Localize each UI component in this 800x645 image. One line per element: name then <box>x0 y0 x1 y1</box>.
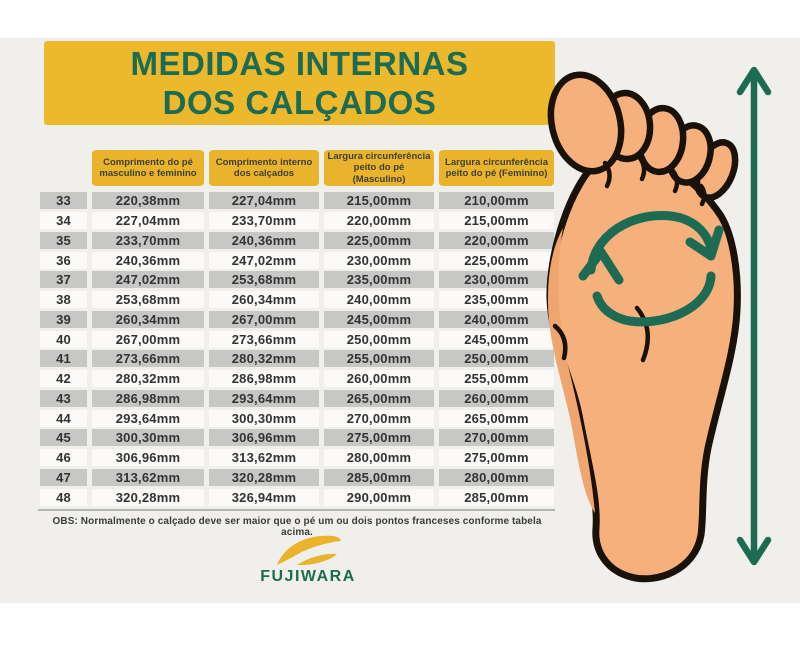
value-cell: 230,00mm <box>439 271 554 288</box>
value-cell: 210,00mm <box>439 192 554 209</box>
table-header-size-spacer <box>40 150 87 186</box>
value-cell: 260,34mm <box>92 311 204 328</box>
value-cell: 225,00mm <box>324 232 434 249</box>
page-title-line2: DOS CALÇADOS <box>162 84 437 121</box>
value-cell: 270,00mm <box>439 429 554 446</box>
infographic-card <box>0 38 800 603</box>
value-cell: 215,00mm <box>439 212 554 229</box>
table-header-width-female: Largura circunferência peito do pé (Feminino) <box>439 150 554 186</box>
page-title-line1: MEDIDAS INTERNAS <box>130 45 469 82</box>
value-cell: 286,98mm <box>209 370 319 387</box>
foot-illustration <box>535 58 747 593</box>
value-cell: 227,04mm <box>92 212 204 229</box>
value-cell: 250,00mm <box>439 350 554 367</box>
table-row <box>40 250 554 270</box>
value-cell: 220,00mm <box>324 212 434 229</box>
value-cell: 255,00mm <box>324 350 434 367</box>
value-cell: 233,70mm <box>92 232 204 249</box>
value-cell: 255,00mm <box>439 370 554 387</box>
table-row <box>40 270 554 290</box>
size-cell: 33 <box>40 192 87 209</box>
table-row <box>40 310 554 330</box>
title-banner <box>44 41 555 125</box>
value-cell: 247,02mm <box>209 252 319 269</box>
value-cell: 265,00mm <box>439 410 554 427</box>
table-row <box>40 487 554 507</box>
value-cell: 293,64mm <box>209 390 319 407</box>
value-cell: 320,28mm <box>209 469 319 486</box>
value-cell: 275,00mm <box>324 429 434 446</box>
brand-logo <box>225 533 391 586</box>
size-cell: 36 <box>40 252 87 269</box>
table-row <box>40 191 554 211</box>
size-cell: 40 <box>40 331 87 348</box>
value-cell: 215,00mm <box>324 192 434 209</box>
value-cell: 290,00mm <box>324 489 434 506</box>
table-header-internal-length: Comprimento interno dos calçados <box>209 150 319 186</box>
wing-icon <box>275 533 341 567</box>
value-cell: 240,36mm <box>92 252 204 269</box>
table-header-row <box>40 150 554 186</box>
value-cell: 240,36mm <box>209 232 319 249</box>
size-cell: 41 <box>40 350 87 367</box>
value-cell: 280,32mm <box>92 370 204 387</box>
size-cell: 44 <box>40 410 87 427</box>
value-cell: 220,38mm <box>92 192 204 209</box>
value-cell: 265,00mm <box>324 390 434 407</box>
value-cell: 280,00mm <box>324 449 434 466</box>
table-row <box>40 290 554 310</box>
value-cell: 250,00mm <box>324 331 434 348</box>
value-cell: 245,00mm <box>439 331 554 348</box>
size-cell: 39 <box>40 311 87 328</box>
table-row <box>40 448 554 468</box>
value-cell: 253,68mm <box>92 291 204 308</box>
value-cell: 260,00mm <box>324 370 434 387</box>
value-cell: 220,00mm <box>439 232 554 249</box>
table-row <box>40 369 554 389</box>
table-row <box>40 329 554 349</box>
size-cell: 35 <box>40 232 87 249</box>
value-cell: 267,00mm <box>92 331 204 348</box>
value-cell: 227,04mm <box>209 192 319 209</box>
table-header-foot-length: Comprimento do pé masculino e feminino <box>92 150 204 186</box>
value-cell: 245,00mm <box>324 311 434 328</box>
value-cell: 285,00mm <box>324 469 434 486</box>
value-cell: 306,96mm <box>92 449 204 466</box>
value-cell: 260,34mm <box>209 291 319 308</box>
size-cell: 47 <box>40 469 87 486</box>
value-cell: 270,00mm <box>324 410 434 427</box>
value-cell: 306,96mm <box>209 429 319 446</box>
value-cell: 280,00mm <box>439 469 554 486</box>
value-cell: 293,64mm <box>92 410 204 427</box>
value-cell: 260,00mm <box>439 390 554 407</box>
value-cell: 233,70mm <box>209 212 319 229</box>
value-cell: 235,00mm <box>324 271 434 288</box>
value-cell: 275,00mm <box>439 449 554 466</box>
table-row <box>40 389 554 409</box>
divider-line <box>38 509 555 511</box>
value-cell: 230,00mm <box>324 252 434 269</box>
table-row <box>40 349 554 369</box>
size-cell: 43 <box>40 390 87 407</box>
value-cell: 247,02mm <box>92 271 204 288</box>
value-cell: 326,94mm <box>209 489 319 506</box>
table-body <box>40 191 554 507</box>
value-cell: 267,00mm <box>209 311 319 328</box>
value-cell: 240,00mm <box>324 291 434 308</box>
value-cell: 313,62mm <box>92 469 204 486</box>
table-row <box>40 211 554 231</box>
value-cell: 235,00mm <box>439 291 554 308</box>
value-cell: 286,98mm <box>92 390 204 407</box>
table-header-width-male: Largura circunferência peito do pé (Masculino) <box>324 150 434 186</box>
value-cell: 285,00mm <box>439 489 554 506</box>
size-cell: 38 <box>40 291 87 308</box>
size-cell: 34 <box>40 212 87 229</box>
value-cell: 313,62mm <box>209 449 319 466</box>
length-arrow-icon <box>733 62 775 570</box>
value-cell: 225,00mm <box>439 252 554 269</box>
value-cell: 253,68mm <box>209 271 319 288</box>
table-row <box>40 408 554 428</box>
size-cell: 46 <box>40 449 87 466</box>
size-cell: 45 <box>40 429 87 446</box>
brand-name: FUJIWARA <box>260 568 356 585</box>
table-row <box>40 231 554 251</box>
value-cell: 320,28mm <box>92 489 204 506</box>
table-row <box>40 468 554 488</box>
size-cell: 48 <box>40 489 87 506</box>
value-cell: 300,30mm <box>209 410 319 427</box>
size-cell: 37 <box>40 271 87 288</box>
note-text: OBS: Normalmente o calçado deve ser maior que o pé um ou dois pontos franceses conforme tabela acima. <box>52 516 542 538</box>
value-cell: 273,66mm <box>92 350 204 367</box>
value-cell: 300,30mm <box>92 429 204 446</box>
value-cell: 240,00mm <box>439 311 554 328</box>
table-row <box>40 428 554 448</box>
value-cell: 280,32mm <box>209 350 319 367</box>
size-cell: 42 <box>40 370 87 387</box>
value-cell: 273,66mm <box>209 331 319 348</box>
